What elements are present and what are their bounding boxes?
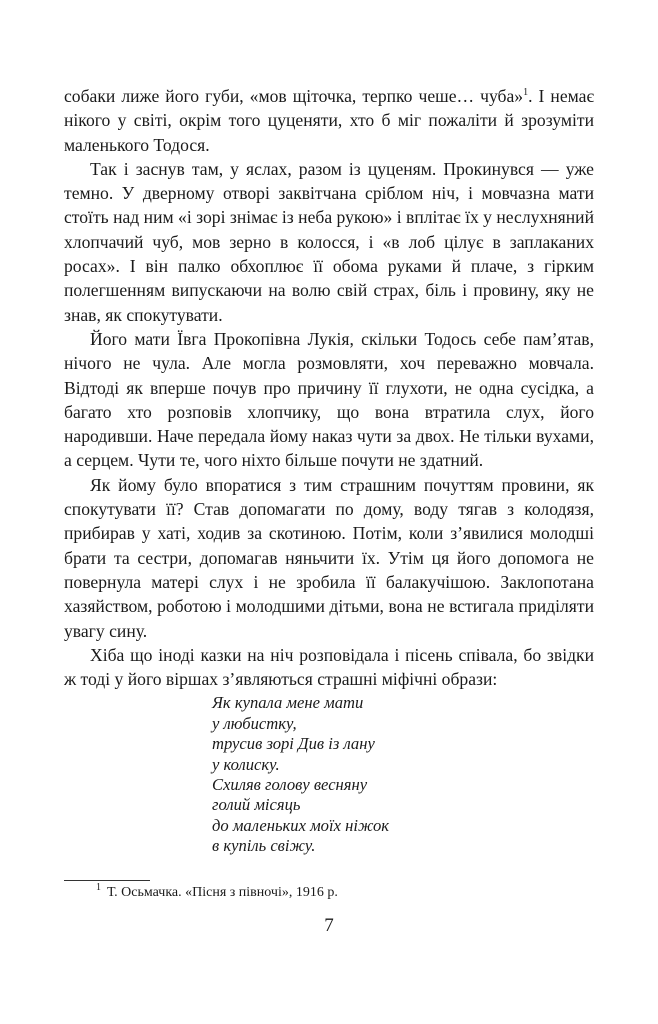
paragraph-1 bbox=[64, 84, 594, 157]
paragraph-1-text: собаки лиже його губи, «мов щіточка, терпко чеше… чуба» bbox=[64, 86, 524, 106]
poem-quote bbox=[212, 693, 594, 856]
poem-line: Схиляв голову весняну bbox=[212, 775, 368, 795]
page-body bbox=[64, 84, 594, 857]
poem-line: у колиску. bbox=[212, 754, 280, 774]
poem-line: до маленьких моїх ніжок bbox=[212, 815, 390, 835]
footnote-mark: 1 bbox=[96, 882, 101, 894]
poem-line: у любистку, bbox=[212, 713, 297, 733]
paragraph-4: Як йому було впоратися з тим страшним почуттям провини, як спокутувати її? Став допомагати по дому, воду тягав з колодязя, прибирав у хаті, ходив за скотиною. Потім, коли з’явилися молодші брати та сестри, допомагав няньчити їх. Утім ця його допомога не повернула матері слух і не зробила її балакучішою. Заклопотана хазяйством, роботою і молодшими дітьми, вона не встигала приділяти увагу сину. bbox=[64, 474, 594, 641]
footnote-text: Т. Осьмачка. «Пісня з півночі», 1916 р. bbox=[107, 885, 338, 900]
footnote-divider bbox=[64, 880, 150, 881]
paragraph-3: Його мати Ївга Прокопівна Лукія, скільки Тодось себе пам’ятав, нічого не чула. Але могла розмовляти, хоч переважно мовчала. Відтоді як вперше почув про причину її глухоти, не одна сусідка, а багато хто розповів хлопчику, що вона втратила слух, його народивши. Наче передала йому наказ чути за двох. Не тільки вухами, а серцем. Чути те, чого ніхто більше почути не здатний. bbox=[64, 328, 594, 471]
poem-line: в купіль свіжу. bbox=[212, 836, 316, 856]
page-number: 7 bbox=[324, 915, 334, 936]
footnote-reference[interactable]: 1 bbox=[523, 87, 529, 99]
paragraph-1-text-after: . І немає нікого у світі, окрім того цуценяти, хто б міг пожаліти й зрозуміти маленького Тодося. bbox=[64, 86, 595, 155]
poem-line: Як купала мене мати bbox=[212, 693, 364, 713]
paragraph-5: Хіба що іноді казки на ніч розповідала і пісень співала, бо звідки ж тоді у його віршах з’являються страшні міфічні образи: bbox=[64, 644, 594, 690]
poem-line: голий місяць bbox=[212, 795, 301, 815]
paragraph-2: Так і заснув там, у яслах, разом із цуценям. Прокинувся — уже темно. У дверному отворі заквітчана сріблом ніч, і мовчазна мати стоїть над ним «і зорі знімає із неба рукою» і вплітає їх у неслухняний хлопчачий чуб, мов зерно в колосся, і «в лоб цілує в заплаканих росах». І він палко обхоплює її обома руками й плаче, з гірким полегшенням випускаючи на волю свій страх, біль і провину, яку не знав, як спокутувати. bbox=[64, 158, 594, 325]
poem-line: трусив зорі Див із лану bbox=[212, 734, 375, 754]
footnote bbox=[96, 884, 338, 902]
